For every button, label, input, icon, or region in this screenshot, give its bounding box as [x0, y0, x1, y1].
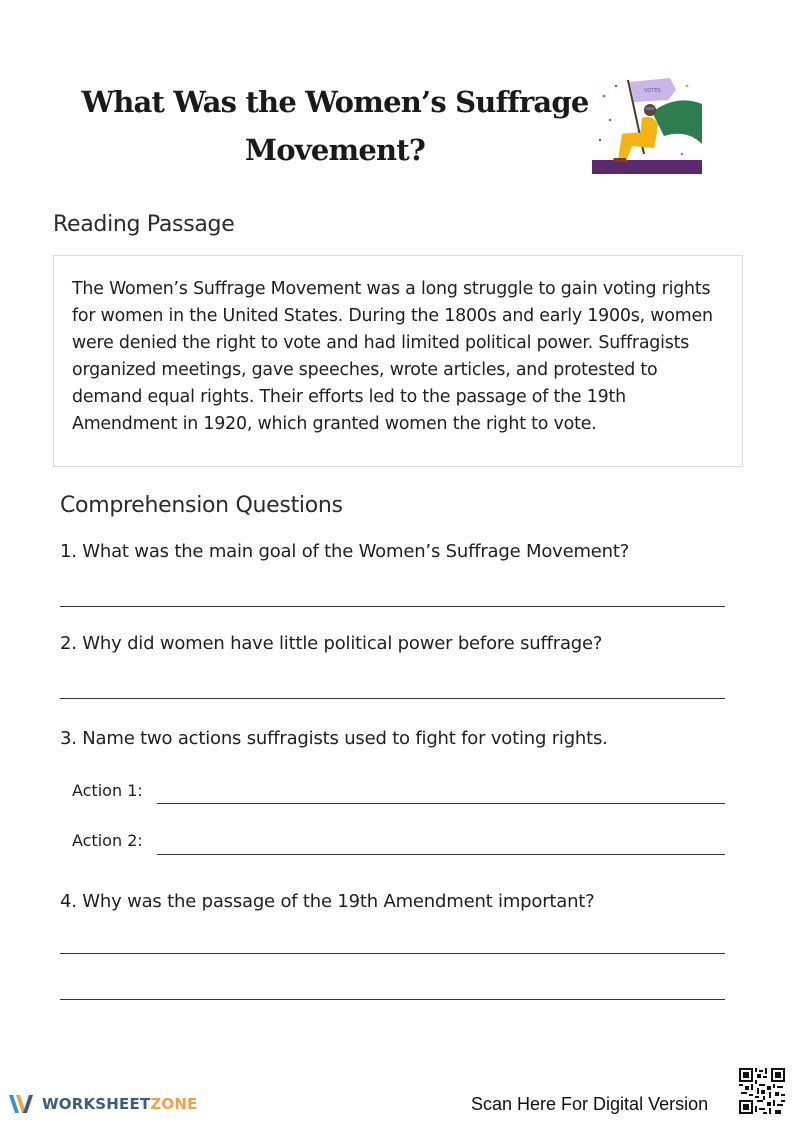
qr-code-icon[interactable] — [739, 1068, 785, 1114]
question-2: 2. Why did women have little political power before suffrage? — [60, 633, 603, 654]
answer-line-q4-a[interactable] — [60, 953, 725, 954]
question-1: 1. What was the main goal of the Women’s Suffrage Movement? — [60, 541, 630, 562]
title-line-1: What Was the Women’s Suffrage — [81, 85, 589, 119]
question-4: 4. Why was the passage of the 19th Amendment important? — [60, 891, 595, 912]
worksheet-title — [60, 78, 610, 174]
answer-line-q1[interactable] — [60, 606, 725, 607]
passage-box — [53, 255, 743, 467]
answer-line-action-2[interactable] — [157, 854, 725, 855]
scan-instruction: Scan Here For Digital Version — [471, 1094, 709, 1114]
worksheet-zone-logo[interactable] — [8, 1092, 198, 1116]
svg-text:VOTES: VOTES — [644, 88, 661, 94]
action-2-label: Action 2: — [72, 831, 143, 850]
logo-word-zone: ZONE — [150, 1095, 198, 1113]
passage-text: The Women’s Suffrage Movement was a long struggle to gain voting rights for women in the United States. During the 1800s and early 1900s, women were denied the right to vote and had limited political power. Suffragists organized meetings, gave speeches, wrote articles, and protested to demand equal rights. Their efforts led to the passage of the 19th Amendment in 1920, which granted women the right to vote. — [72, 279, 713, 434]
logo-mark-icon — [8, 1092, 38, 1116]
action-1-label: Action 1: — [72, 781, 143, 800]
answer-line-q2[interactable] — [60, 698, 725, 699]
questions-heading: Comprehension Questions — [60, 493, 343, 518]
passage-heading: Reading Passage — [53, 212, 235, 237]
answer-line-q4-b[interactable] — [60, 999, 725, 1000]
question-3: 3. Name two actions suffragists used to fight for voting rights. — [60, 728, 608, 749]
answer-line-action-1[interactable] — [157, 803, 725, 804]
logo-text — [42, 1095, 198, 1113]
logo-word-worksheet: WORKSHEET — [42, 1095, 151, 1113]
title-line-2: Movement? — [244, 133, 426, 167]
suffragist-with-flag-icon — [592, 74, 702, 174]
